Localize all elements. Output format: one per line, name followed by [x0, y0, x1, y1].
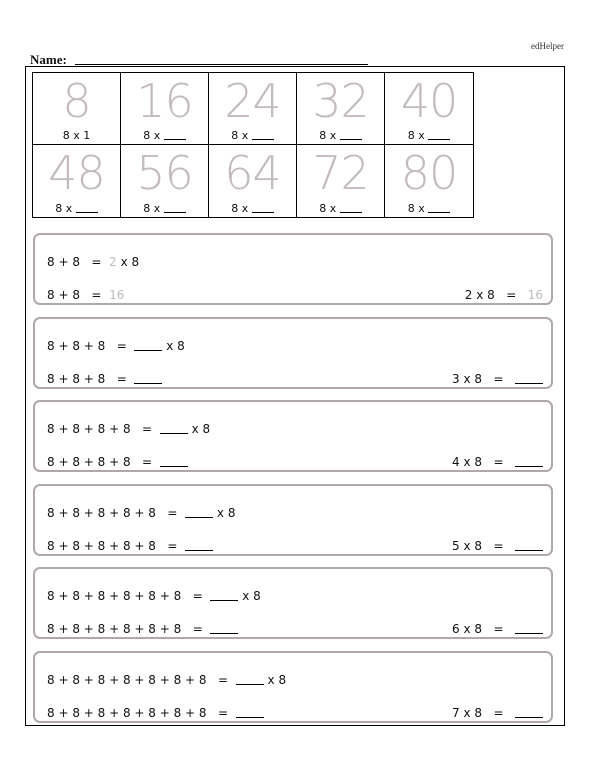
multiples-table: [32, 72, 474, 218]
table-cell: [33, 73, 121, 145]
factor-prefix: 8 x: [319, 129, 337, 142]
multiplication-row: [452, 622, 543, 636]
sum-expression: 8 + 8 + 8 + 8 + 8: [47, 539, 156, 553]
factor-blank[interactable]: [428, 129, 450, 140]
mult-expression: 2 x 8: [464, 288, 495, 302]
sum-row: [47, 372, 162, 386]
sum-row: [47, 539, 213, 553]
factor-blank[interactable]: [252, 202, 274, 213]
equals-sign: =: [493, 455, 504, 469]
factor-blank[interactable]: [340, 202, 362, 213]
factor-prefix: 8 x: [231, 129, 249, 142]
multiplication-row: [465, 288, 543, 302]
table-cell: [385, 145, 473, 217]
factor-label: [385, 129, 473, 142]
sum-expression: 8 + 8 + 8 + 8: [47, 455, 131, 469]
table-cell: [297, 73, 385, 145]
table-cell: [209, 73, 297, 145]
multiple-value: 32: [312, 74, 369, 128]
sum-expression: 8 + 8: [47, 255, 80, 269]
factor-value: 1: [83, 129, 91, 142]
times-answer-blank[interactable]: [160, 422, 188, 434]
sum-answer-blank[interactable]: [185, 539, 213, 551]
sum-answer-blank[interactable]: [160, 455, 188, 467]
problem-box: [33, 484, 553, 556]
mult-answer-blank[interactable]: [515, 372, 543, 384]
equals-sign: =: [91, 288, 102, 302]
sum-expression: 8 + 8 + 8 + 8 + 8 + 8 + 8: [47, 673, 207, 687]
equals-sign: =: [493, 706, 504, 720]
problem-box: [33, 233, 553, 305]
multiplication-row: [452, 455, 543, 469]
repeated-addition-row: [47, 255, 139, 269]
table-cell: [33, 145, 121, 217]
sum-expression: 8 + 8 + 8: [47, 339, 106, 353]
factor-blank[interactable]: [428, 202, 450, 213]
equals-sign: =: [493, 539, 504, 553]
sum-row: [47, 622, 238, 636]
repeated-addition-row: [47, 422, 210, 436]
sum-row: [47, 288, 124, 302]
times-suffix: x 8: [216, 506, 236, 520]
table-cell: [121, 145, 209, 217]
equals-sign: =: [142, 455, 153, 469]
equals-sign: =: [91, 255, 102, 269]
multiple-value: 72: [312, 146, 369, 200]
mult-expression: 5 x 8: [452, 539, 483, 553]
sum-answer-blank[interactable]: [134, 372, 162, 384]
factor-prefix: 8 x: [407, 202, 425, 215]
factor-prefix: 8 x: [319, 202, 337, 215]
times-answer: 2: [109, 255, 117, 269]
sum-expression: 8 + 8 + 8 + 8 + 8 + 8 + 8: [47, 706, 207, 720]
times-suffix: x 8: [120, 255, 140, 269]
table-cell: [297, 145, 385, 217]
repeated-addition-row: [47, 506, 235, 520]
name-label: Name:: [30, 52, 67, 67]
times-suffix: x 8: [242, 589, 261, 603]
factor-label: [297, 129, 384, 142]
mult-answer-blank[interactable]: [515, 539, 543, 551]
equals-sign: =: [493, 372, 504, 386]
equals-sign: =: [506, 288, 517, 302]
multiplication-row: [452, 539, 543, 553]
equals-sign: =: [116, 372, 127, 386]
equals-sign: =: [218, 706, 229, 720]
factor-label: [209, 202, 296, 215]
multiple-value: 40: [400, 74, 458, 128]
times-answer-blank[interactable]: [185, 506, 213, 518]
mult-answer: 16: [527, 288, 543, 302]
factor-prefix: 8 x: [62, 129, 80, 142]
factor-prefix: 8 x: [231, 202, 249, 215]
times-answer-blank[interactable]: [210, 589, 238, 601]
problem-box: [33, 651, 553, 723]
problem-box: [33, 567, 553, 639]
equals-sign: =: [167, 539, 178, 553]
sum-row: [47, 455, 188, 469]
repeated-addition-row: [47, 339, 185, 353]
multiple-value: 16: [136, 74, 193, 128]
multiple-value: 24: [224, 74, 281, 128]
multiplication-row: [452, 706, 543, 720]
equals-sign: =: [493, 622, 504, 636]
factor-blank[interactable]: [252, 129, 274, 140]
name-field[interactable]: [75, 64, 368, 65]
equals-sign: =: [167, 506, 178, 520]
multiple-value: 48: [48, 146, 105, 200]
equals-sign: =: [192, 622, 203, 636]
factor-prefix: 8 x: [143, 202, 161, 215]
times-answer-blank[interactable]: [236, 673, 264, 685]
factor-label: [297, 202, 384, 215]
table-cell: [209, 145, 297, 217]
factor-blank[interactable]: [76, 202, 98, 213]
multiplication-row: [452, 372, 543, 386]
factor-label: [33, 129, 120, 142]
multiple-value: 56: [136, 146, 193, 200]
multiple-value: 64: [224, 146, 281, 200]
sum-row: [47, 706, 264, 720]
factor-blank[interactable]: [340, 129, 362, 140]
sum-answer: 16: [109, 288, 125, 302]
brand-label: edHelper: [531, 41, 564, 51]
times-suffix: x 8: [166, 339, 185, 353]
sum-answer-blank[interactable]: [210, 622, 238, 634]
equals-sign: =: [192, 589, 203, 603]
equals-sign: =: [218, 673, 229, 687]
multiple-value: 80: [400, 146, 458, 200]
table-cell: [121, 73, 209, 145]
multiple-value: 8: [62, 74, 91, 128]
factor-blank[interactable]: [164, 202, 186, 213]
mult-expression: 7 x 8: [452, 706, 483, 720]
repeated-addition-row: [47, 673, 286, 687]
factor-label: [385, 202, 473, 215]
sum-answer-blank[interactable]: [236, 706, 264, 718]
mult-answer-blank[interactable]: [515, 455, 543, 467]
repeated-addition-row: [47, 589, 261, 603]
sum-expression: 8 + 8 + 8 + 8 + 8: [47, 506, 156, 520]
sum-expression: 8 + 8 + 8 + 8 + 8 + 8: [47, 622, 182, 636]
sum-expression: 8 + 8 + 8 + 8: [47, 422, 131, 436]
factor-blank[interactable]: [164, 129, 186, 140]
factor-label: [33, 202, 120, 215]
factor-label: [121, 129, 208, 142]
equals-sign: =: [142, 422, 153, 436]
factor-prefix: 8 x: [407, 129, 425, 142]
sum-expression: 8 + 8: [47, 288, 80, 302]
mult-expression: 3 x 8: [452, 372, 483, 386]
times-answer-blank[interactable]: [134, 339, 162, 351]
mult-answer-blank[interactable]: [515, 706, 543, 718]
mult-expression: 4 x 8: [452, 455, 483, 469]
problem-box: [33, 317, 553, 389]
factor-prefix: 8 x: [143, 129, 161, 142]
equals-sign: =: [116, 339, 127, 353]
mult-answer-blank[interactable]: [515, 622, 543, 634]
factor-label: [121, 202, 208, 215]
table-cell: [385, 73, 473, 145]
sum-expression: 8 + 8 + 8: [47, 372, 106, 386]
sum-expression: 8 + 8 + 8 + 8 + 8 + 8: [47, 589, 182, 603]
times-suffix: x 8: [191, 422, 211, 436]
times-suffix: x 8: [267, 673, 287, 687]
factor-label: [209, 129, 296, 142]
mult-expression: 6 x 8: [452, 622, 483, 636]
factor-prefix: 8 x: [55, 202, 73, 215]
problem-box: [33, 400, 553, 472]
